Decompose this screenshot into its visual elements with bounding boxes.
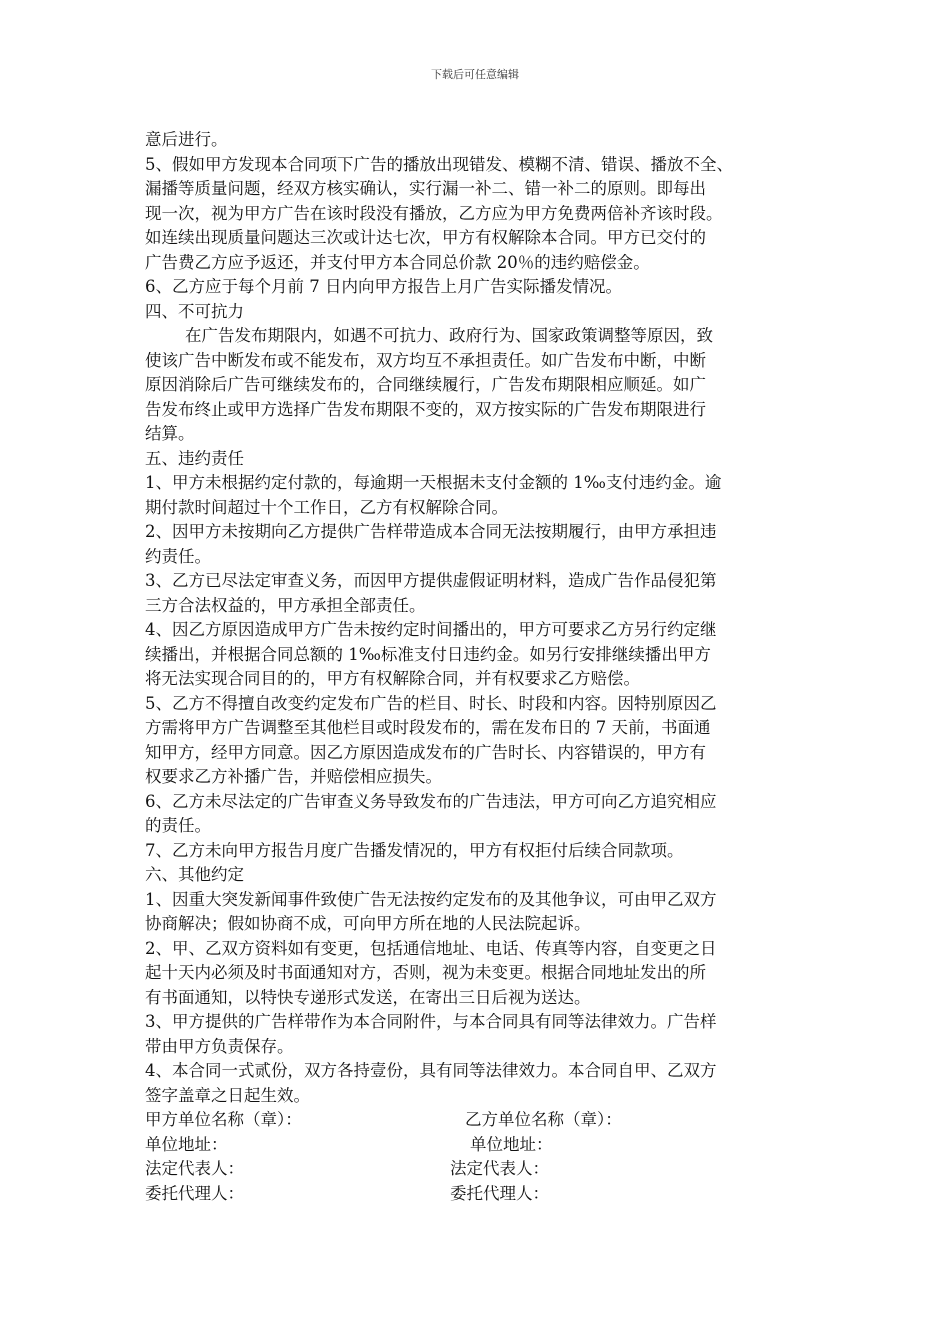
text-line: 起十天内必须及时书面通知对方，否则，视为未变更。根据合同地址发出的所 bbox=[145, 963, 706, 982]
text-line: 如连续出现质量问题达三次或计达七次，甲方有权解除本合同。甲方已交付的 bbox=[145, 228, 706, 247]
text-line: 1、甲方未根据约定付款的，每逾期一天根据未支付金额的 1‰支付违约金。逾 bbox=[145, 473, 722, 492]
text-line: 的责任。 bbox=[145, 816, 211, 835]
text-line: 6、乙方应于每个月前 7 日内向甲方报告上月广告实际播发情况。 bbox=[145, 277, 622, 296]
text-line: 意后进行。 bbox=[145, 130, 228, 149]
text-line: 2、因甲方未按期向乙方提供广告样带造成本合同无法按期履行，由甲方承担违 bbox=[145, 522, 717, 541]
text-line: 3、甲方提供的广告样带作为本合同附件，与本合同具有同等法律效力。广告样 bbox=[145, 1012, 717, 1031]
text-line: 将无法实现合同目的的，甲方有权解除合同，并有权要求乙方赔偿。 bbox=[145, 669, 640, 688]
text-line: 4、因乙方原因造成甲方广告未按约定时间播出的，甲方可要求乙方另行约定继 bbox=[145, 620, 717, 639]
signature-row-representative bbox=[145, 1157, 820, 1182]
text-line: 漏播等质量问题，经双方核实确认，实行漏一补二、错一补二的原则。即每出 bbox=[145, 179, 706, 198]
party-b-agent-label: 委托代理人： bbox=[450, 1183, 549, 1203]
text-line: 约责任。 bbox=[145, 546, 211, 566]
signature-row-address bbox=[145, 1133, 820, 1158]
text-line: 广告费乙方应予返还，并支付甲方本合同总价款 20％的违约赔偿金。 bbox=[145, 252, 650, 272]
text-line: 三方合法权益的，甲方承担全部责任。 bbox=[145, 595, 426, 615]
text-line: 现一次，视为甲方广告在该时段没有播放，乙方应为甲方免费两倍补齐该时段。 bbox=[145, 203, 723, 223]
text-line: 方需将甲方广告调整至其他栏目或时段发布的，需在发布日的 7 天前，书面通 bbox=[145, 718, 711, 737]
party-b-name-label: 乙方单位名称（章）： bbox=[465, 1110, 622, 1129]
text-line: 期付款时间超过十个工作日，乙方有权解除合同。 bbox=[145, 497, 508, 517]
text-line: 有书面通知，以特快专递形式发送，在寄出三日后视为送达。 bbox=[145, 987, 591, 1007]
text-line: 7、乙方未向甲方报告月度广告播发情况的，甲方有权拒付后续合同款项。 bbox=[145, 840, 684, 860]
text-line: 带由甲方负责保存。 bbox=[145, 1036, 294, 1056]
contract-body bbox=[145, 128, 820, 1206]
text-line: 告发布终止或甲方选择广告发布期限不变的，双方按实际的广告发布期限进行 bbox=[145, 399, 706, 419]
party-b-address-label: 单位地址： bbox=[470, 1134, 553, 1154]
party-a-address-label: 单位地址： bbox=[145, 1134, 228, 1154]
section-heading-liability: 五、违约责任 bbox=[145, 448, 244, 468]
text-line: 知甲方，经甲方同意。因乙方原因造成发布的广告时长、内容错误的，甲方有 bbox=[145, 742, 706, 762]
signature-row-name bbox=[145, 1108, 820, 1133]
text-line: 5、乙方不得擅自改变约定发布广告的栏目、时长、时段和内容。因特别原因乙 bbox=[145, 693, 717, 713]
text-line: 2、甲、乙双方资料如有变更，包括通信地址、电话、传真等内容，自变更之日 bbox=[145, 938, 717, 958]
section-heading-force-majeure: 四、不可抗力 bbox=[145, 301, 244, 321]
text-line: 权要求乙方补播广告，并赔偿相应损失。 bbox=[145, 767, 442, 786]
text-line: 续播出，并根据合同总额的 1‰标准支付日违约金。如另行安排继续播出甲方 bbox=[145, 644, 711, 664]
text-line: 签字盖章之日起生效。 bbox=[145, 1085, 310, 1105]
text-line: 6、乙方未尽法定的广告审查义务导致发布的广告违法，甲方可向乙方追究相应 bbox=[145, 791, 717, 811]
party-a-rep-label: 法定代表人： bbox=[145, 1159, 244, 1178]
party-a-agent-label: 委托代理人： bbox=[145, 1183, 244, 1203]
text-line: 4、本合同一式贰份，双方各持壹份，具有同等法律效力。本合同自甲、乙双方 bbox=[145, 1061, 717, 1080]
signature-row-agent bbox=[145, 1182, 820, 1207]
text-line: 原因消除后广告可继续发布的，合同继续履行，广告发布期限相应顺延。如广 bbox=[145, 375, 706, 394]
text-line: 在广告发布期限内，如遇不可抗力、政府行为、国家政策调整等原因，致 bbox=[185, 326, 713, 345]
text-line: 使该广告中断发布或不能发布，双方均互不承担责任。如广告发布中断，中断 bbox=[145, 350, 706, 370]
text-line: 5、假如甲方发现本合同项下广告的播放出现错发、模糊不清、错误、播放不全、 bbox=[145, 154, 733, 174]
page-header: 下载后可任意编辑 bbox=[431, 68, 519, 81]
party-b-rep-label: 法定代表人： bbox=[450, 1159, 549, 1178]
text-line: 协商解决；假如协商不成，可向甲方所在地的人民法院起诉。 bbox=[145, 914, 591, 933]
section-heading-other: 六、其他约定 bbox=[145, 865, 244, 884]
party-a-name-label: 甲方单位名称（章）： bbox=[145, 1110, 302, 1129]
text-line: 1、因重大突发新闻事件致使广告无法按约定发布的及其他争议，可由甲乙双方 bbox=[145, 889, 717, 909]
text-line: 3、乙方已尽法定审查义务，而因甲方提供虚假证明材料，造成广告作品侵犯第 bbox=[145, 571, 717, 590]
text-line: 结算。 bbox=[145, 424, 195, 443]
